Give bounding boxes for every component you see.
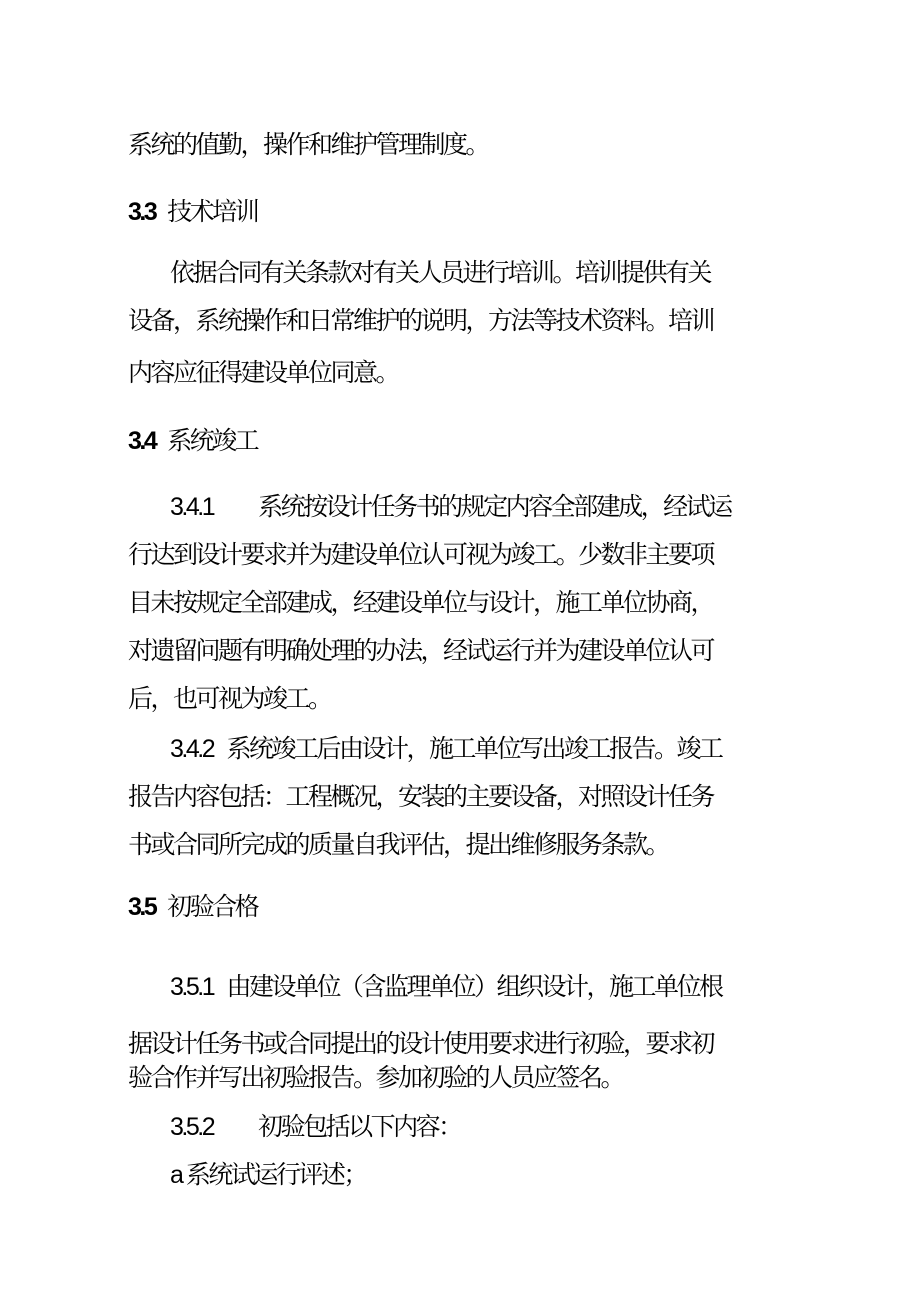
- text-line: 系统的值勤，操作和维护管理制度。: [128, 131, 489, 159]
- text-line: 验合作并写出初验报告。参加初验的人员应签名。: [128, 1064, 624, 1092]
- text-line: 3.4.1 系统按设计任务书的规定内容全部建成，经试运: [170, 493, 731, 521]
- text-line: 对遗留问题有明确处理的办法，经试运行并为建设单位认可: [128, 637, 714, 665]
- text-line: 目未按规定全部建成，经建设单位与设计，施工单位协商，: [128, 589, 714, 617]
- text-line: 行达到设计要求并为建设单位认可视为竣工。少数非主要项: [128, 541, 714, 569]
- section-number: 3.3: [128, 198, 156, 226]
- text-line: 依据合同有关条款对有关人员进行培训。培训提供有关: [170, 259, 711, 287]
- text-line: 3.5.1 由建设单位（含监理单位）组织设计，施工单位根: [170, 973, 722, 1001]
- section-heading: [128, 417, 810, 465]
- section-number: 3.5: [128, 893, 156, 921]
- text-line: 3.5.2 初验包括以下内容：: [170, 1113, 461, 1141]
- section-number: 3.4: [128, 427, 156, 455]
- text-line: 内容应征得建设单位同意。: [128, 359, 399, 387]
- section-title: 技术培训: [167, 198, 258, 226]
- section-heading: [128, 883, 810, 931]
- list-item-line: a 系统试运行评述；: [170, 1161, 366, 1189]
- text-line: 据设计任务书或合同提出的设计使用要求进行初验，要求初: [128, 1030, 714, 1058]
- text-line: 报告内容包括：工程概况，安装的主要设备，对照设计任务: [128, 783, 714, 811]
- section-heading: [128, 188, 810, 236]
- section-title: 系统竣工: [167, 427, 258, 455]
- text-line: 后，也可视为竣工。: [128, 685, 331, 713]
- text-line: 3.4.2 系统竣工后由设计，施工单位写出竣工报告。竣工: [170, 735, 722, 763]
- section-title: 初验合格: [167, 893, 258, 921]
- text-line: 书或合同所完成的质量自我评估，提出维修服务条款。: [128, 831, 669, 859]
- text-line: 设备，系统操作和日常维护的说明，方法等技术资料。培训: [128, 307, 714, 335]
